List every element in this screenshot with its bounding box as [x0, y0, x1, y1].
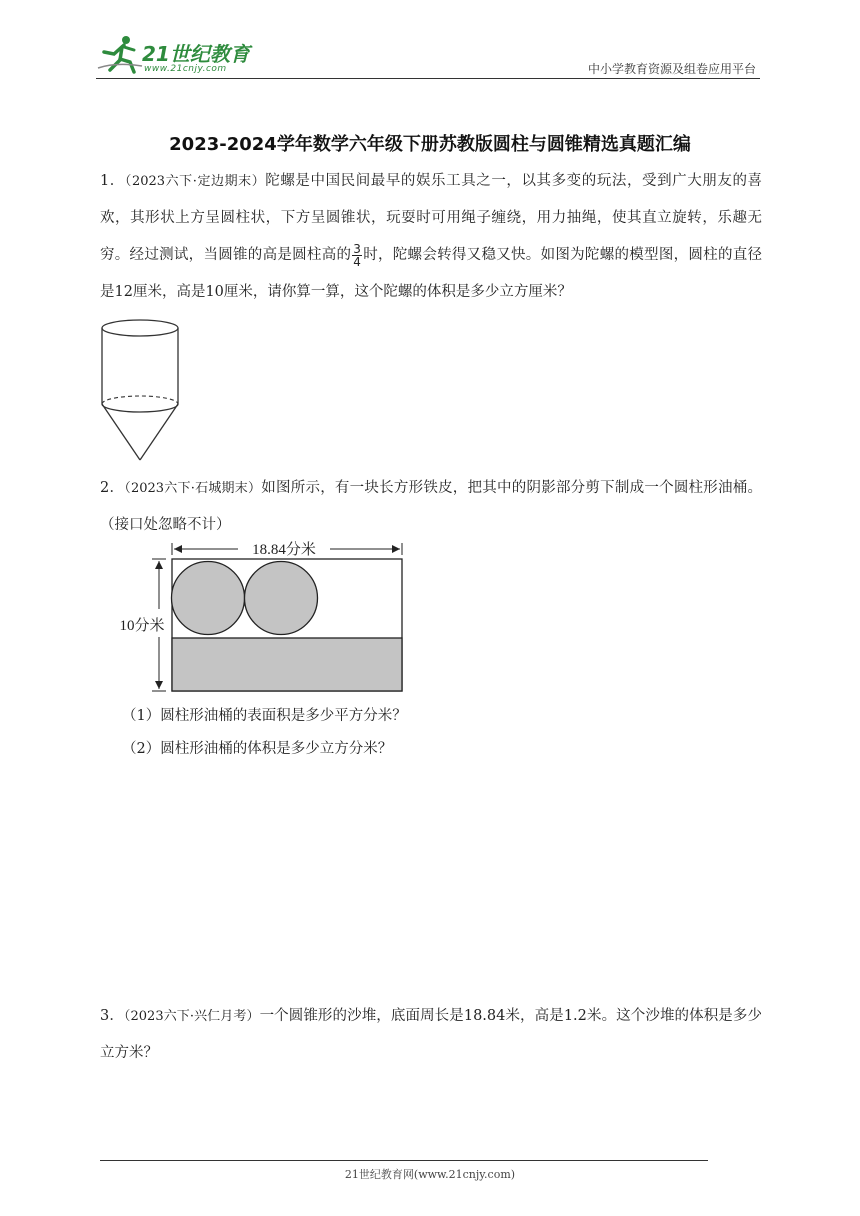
width-label: 18.84分米: [252, 542, 316, 558]
question-number: 3．: [100, 1008, 124, 1024]
sub-question-2: （2）圆柱形油桶的体积是多少立方分米？: [122, 741, 393, 757]
question-3: [100, 998, 762, 1072]
footer-divider: [100, 1160, 708, 1161]
question-2: [100, 470, 762, 544]
platform-name: 中小学教育资源及组卷应用平台: [587, 62, 756, 76]
iron-sheet-figure: [110, 535, 410, 695]
spinning-top-figure: [100, 318, 184, 464]
question-text-continued: 时，陀螺会转得又稳又快。如图为陀螺的模型图，圆柱的直径是12厘米，高是10厘米，请你算一算，这个陀螺的体积是多少立方厘米？: [100, 247, 763, 300]
header-divider: [96, 78, 760, 79]
page-header: [96, 32, 760, 80]
fraction-denominator: 4: [353, 254, 361, 269]
question-number: 1．: [100, 173, 125, 189]
fraction: [352, 243, 362, 268]
logo-url: www.21cnjy.com: [144, 64, 227, 74]
question-source: （2023六下·兴仁月考）: [123, 1009, 260, 1024]
question-1: [100, 163, 762, 311]
question-source: （2023六下·石城期末）: [124, 481, 262, 496]
page-footer: 21世纪教育网(www.21cnjy.com): [344, 1168, 516, 1181]
runner-logo-icon: [96, 32, 144, 76]
logo: [96, 32, 266, 76]
sub-question-1: （1）圆柱形油桶的表面积是多少平方分米？: [122, 708, 407, 724]
question-text: 如图所示，有一块长方形铁皮，把其中的阴影部分剪下制成一个圆柱形油桶。（接口处忽略不计）: [100, 480, 762, 533]
question-text: 一个圆锥形的沙堆，底面周长是18.84米，高是1.2米。这个沙堆的体积是多少立方米？: [100, 1008, 762, 1061]
fraction-numerator: 3: [353, 241, 361, 256]
question-number: 2．: [100, 480, 125, 496]
page-title: 2023-2024学年数学六年级下册苏教版圆柱与圆锥精选真题汇编: [169, 134, 691, 155]
height-label: 10分米: [119, 618, 165, 634]
logo-text: 21世纪教育: [142, 42, 250, 66]
question-text: 陀螺是中国民间最早的娱乐工具之一，以其多变的玩法，受到广大朋友的喜欢，其形状上方呈圆柱状，下方呈圆锥状，玩耍时可用绳子缠绕，用力抽绳，使其直立旋转，乐趣无穷。经过测试，当圆锥的高是圆柱高的: [100, 173, 763, 263]
question-source: （2023六下·定边期末）: [124, 174, 266, 189]
